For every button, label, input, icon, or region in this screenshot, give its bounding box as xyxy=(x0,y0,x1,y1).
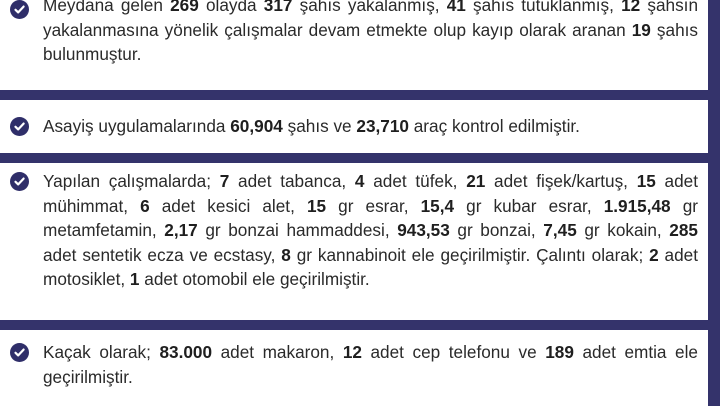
figure-value: 41 xyxy=(446,0,466,15)
text-segment: gr kokain, xyxy=(576,220,670,240)
figure-value: 15 xyxy=(636,171,656,191)
text-segment: adet sentetik ecza ve ecstasy, xyxy=(43,244,282,265)
text-segment: olayda xyxy=(198,0,264,15)
text-segment: araç kontrol edilmiştir. xyxy=(408,116,580,136)
item-text xyxy=(43,169,698,292)
figure-value: 19 xyxy=(631,19,651,40)
check-circle-icon xyxy=(10,172,29,191)
text-segment: gr kannabinoit ele geçirilmiştir. Çalıntı olarak; xyxy=(290,244,650,265)
text-segment: adet motosiklet, xyxy=(43,244,698,289)
text-segment: adet otomobil ele geçirilmiştir. xyxy=(139,269,370,289)
text-segment: adet mühimmat, xyxy=(43,171,699,216)
figure-value: 60,904 xyxy=(230,116,283,136)
text-segment: şahıs ve xyxy=(282,116,357,136)
text-segment: gr bonzai, xyxy=(449,220,544,240)
text-segment: gr kubar esrar, xyxy=(454,195,604,216)
figure-value: 2 xyxy=(649,244,659,265)
figure-value: 8 xyxy=(281,244,291,265)
text-segment: şahıs yakalanmış, xyxy=(292,0,447,15)
figure-value: 7 xyxy=(219,171,230,191)
text-segment: adet emtia ele geçirilmiştir. xyxy=(43,342,698,387)
figure-value: 83.000 xyxy=(159,342,213,362)
text-segment: adet kesici alet, xyxy=(149,195,307,216)
text-segment: Asayiş uygulamalarında xyxy=(43,116,231,136)
item-text xyxy=(43,114,698,139)
panel-seizures xyxy=(0,163,708,320)
text-segment: Yapılan çalışmalarda; xyxy=(43,171,220,191)
divider xyxy=(0,320,708,330)
figure-value: 317 xyxy=(263,0,293,15)
figure-value: 23,710 xyxy=(356,116,409,136)
figure-value: 1.915,48 xyxy=(603,195,671,216)
text-segment: gr metamfetamin, xyxy=(43,195,698,240)
item-text xyxy=(43,0,698,67)
list-item xyxy=(10,340,698,389)
panel-arrests xyxy=(0,0,708,90)
figure-value: 269 xyxy=(170,0,199,15)
text-segment: gr bonzai hammaddesi, xyxy=(197,220,398,240)
list-item xyxy=(10,169,698,292)
text-segment: şahıs bulunmuştur. xyxy=(43,19,698,64)
text-segment: Meydana gelen xyxy=(43,0,171,15)
panel-checks xyxy=(0,100,708,153)
text-segment: şahsın yakalanmasına yönelik çalışmalar devam etmekte olup kayıp olarak aranan xyxy=(43,0,699,40)
figure-value: 15,4 xyxy=(420,195,455,216)
text-segment: adet tüfek, xyxy=(364,171,467,191)
figure-value: 189 xyxy=(545,342,574,362)
figure-value: 15 xyxy=(306,195,327,216)
text-segment: Kaçak olarak; xyxy=(43,342,160,362)
figure-value: 943,53 xyxy=(397,220,450,240)
figure-value: 12 xyxy=(342,342,362,362)
figure-value: 7,45 xyxy=(543,220,577,240)
text-segment: adet tabanca, xyxy=(229,171,355,191)
figure-value: 1 xyxy=(129,269,140,289)
check-circle-icon xyxy=(10,343,29,362)
divider xyxy=(0,90,708,100)
check-circle-icon xyxy=(10,117,29,136)
panel-smuggling xyxy=(0,330,708,406)
figure-value: 21 xyxy=(466,171,486,191)
text-segment: adet cep telefonu ve xyxy=(361,342,546,362)
list-item xyxy=(10,0,698,67)
list-item xyxy=(10,114,698,139)
figure-value: 12 xyxy=(621,0,641,15)
divider xyxy=(0,153,708,163)
figure-value: 285 xyxy=(669,220,698,240)
figure-value: 4 xyxy=(354,171,365,191)
check-circle-icon xyxy=(10,0,29,19)
text-segment: adet fişek/kartuş, xyxy=(485,171,637,191)
text-segment: gr esrar, xyxy=(326,195,421,216)
text-segment: şahıs tutuklanmış, xyxy=(465,0,622,15)
figure-value: 6 xyxy=(140,195,150,216)
text-segment: adet makaron, xyxy=(212,342,343,362)
figure-value: 2,17 xyxy=(164,220,198,240)
item-text xyxy=(43,340,698,389)
right-frame xyxy=(708,0,720,406)
